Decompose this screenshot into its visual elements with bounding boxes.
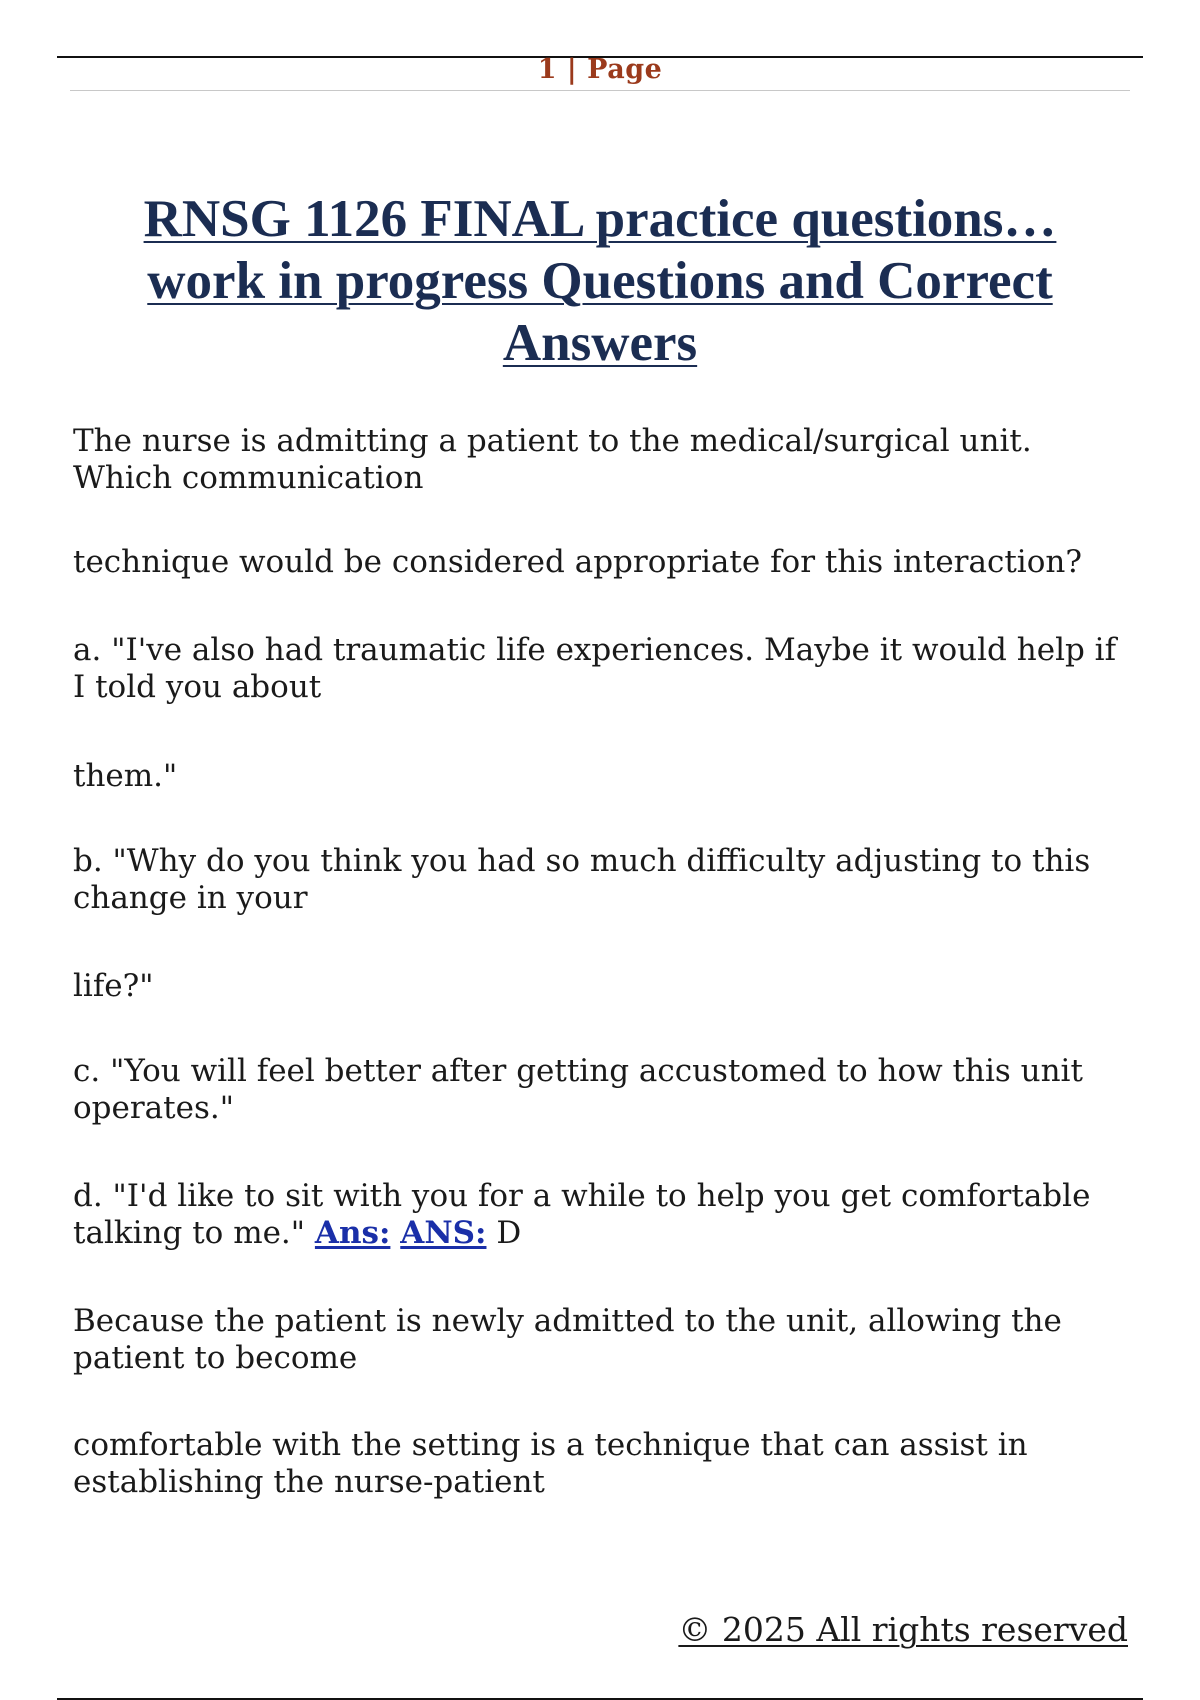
- option-b-line-2: life?": [73, 968, 154, 1004]
- option-d: [73, 1178, 1133, 1252]
- question-stem-line-1: The nurse is admitting a patient to the medical/surgical unit. Which communication: [73, 423, 1032, 496]
- rationale-line-2: comfortable with the setting is a technique that can assist in establishing the nurse-patient: [73, 1427, 1028, 1500]
- answer-link-ans[interactable]: Ans:: [314, 1215, 391, 1251]
- answer-link-ans-upper[interactable]: ANS:: [400, 1215, 487, 1251]
- page-number: 1 | Page: [537, 54, 663, 85]
- rationale-line-1: Because the patient is newly admitted to the unit, allowing the patient to become: [73, 1303, 1062, 1376]
- answer-value: D: [486, 1215, 522, 1251]
- option-c: c. "You will feel better after getting accustomed to how this unit operates.": [73, 1053, 1083, 1126]
- option-a-line-1: a. "I've also had traumatic life experiences. Maybe it would help if I told you about: [73, 632, 1117, 705]
- option-d-text: d. "I'd like to sit with you for a while to help you get comfortable talking to me.": [73, 1178, 1091, 1251]
- document-title: [90, 188, 1110, 374]
- copyright-notice: © 2025 All rights reserved: [678, 1610, 1128, 1649]
- header-divider: [70, 90, 1130, 91]
- option-b-line-1: b. "Why do you think you had so much difficulty adjusting to this change in your: [73, 843, 1091, 916]
- question-stem-line-2: technique would be considered appropriate for this interaction?: [73, 544, 1082, 580]
- option-a-line-2: them.": [73, 758, 178, 794]
- document-title-text: RNSG 1126 FINAL practice questions… work in progress Questions and Correct Answers: [143, 190, 1057, 372]
